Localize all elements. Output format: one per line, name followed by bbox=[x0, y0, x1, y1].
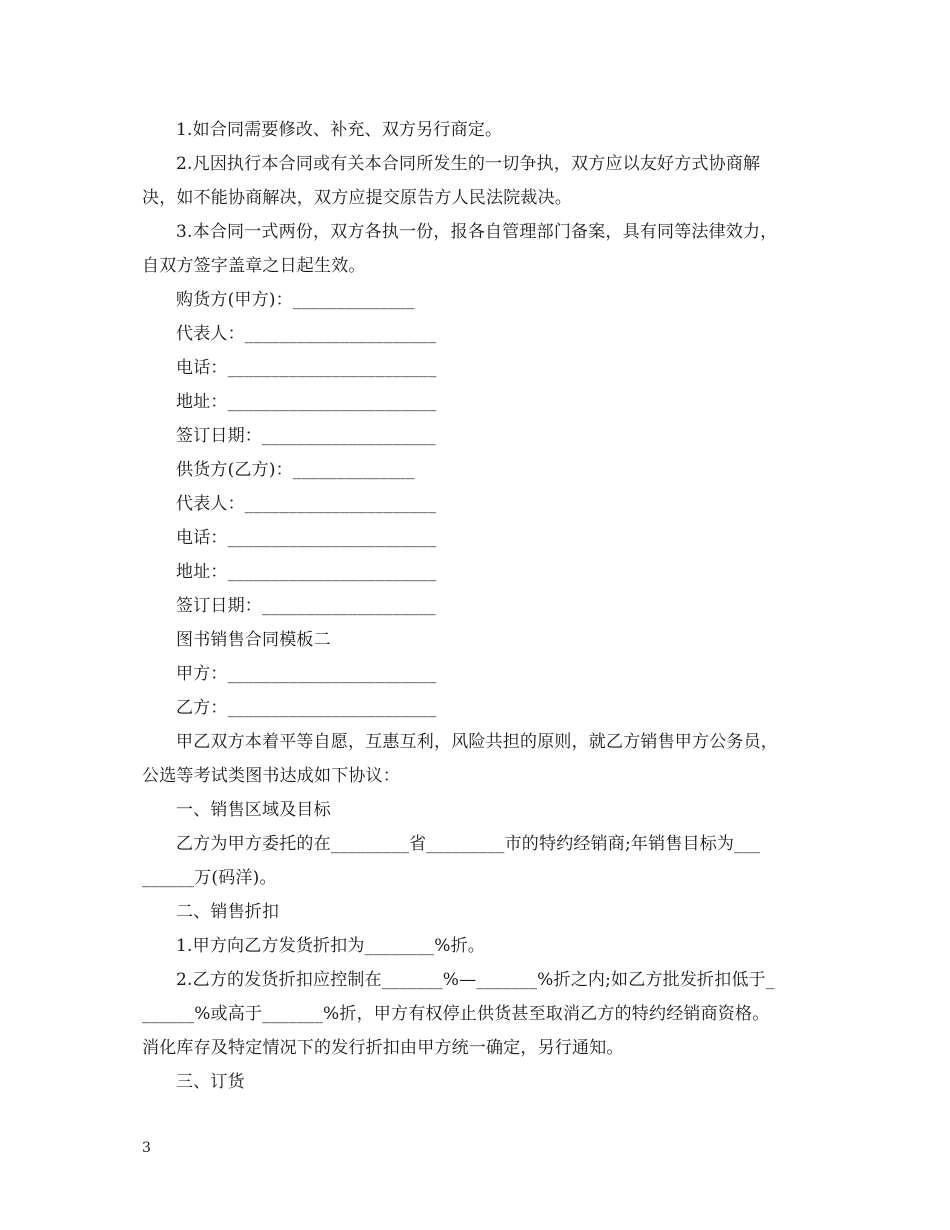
text-line: ______万(码洋)。 bbox=[142, 868, 277, 888]
text-line: 1.甲方向乙方发货折扣为________%折。 bbox=[176, 936, 485, 956]
section-heading: 图书销售合同模板二 bbox=[176, 630, 331, 650]
section-heading: 二、销售折扣 bbox=[176, 902, 280, 922]
text-line: 乙方为甲方委托的在_________省_________市的特约经销商;年销售目标为___ bbox=[176, 834, 761, 854]
signature-field: 甲方：________________________ bbox=[176, 664, 437, 684]
text-line: 甲乙双方本着平等自愿，互惠互利，风险共担的原则，就乙方销售甲方公务员， bbox=[176, 732, 778, 752]
page-number: 3 bbox=[142, 1140, 151, 1156]
text-line: 2.凡因执行本合同或有关本合同所发生的一切争执，双方应以友好方式协商解 bbox=[176, 154, 761, 174]
text-line: 公选等考试类图书达成如下协议： bbox=[142, 766, 400, 786]
signature-field: 地址：________________________ bbox=[176, 392, 437, 412]
section-heading: 一、销售区域及目标 bbox=[176, 800, 331, 820]
text-line: 决，如不能协商解决，双方应提交原告方人民法院裁决。 bbox=[142, 188, 572, 208]
text-line: 2.乙方的发货折扣应控制在_______%—_______%折之内;如乙方批发折扣低于_ bbox=[176, 970, 775, 990]
signature-field: 乙方：________________________ bbox=[176, 698, 437, 718]
signature-field: 代表人：______________________ bbox=[176, 494, 437, 514]
signature-field: 供货方(乙方)：______________ bbox=[176, 460, 415, 480]
signature-field: 签订日期：____________________ bbox=[176, 596, 436, 616]
signature-field: 电话：________________________ bbox=[176, 528, 437, 548]
signature-field: 地址：________________________ bbox=[176, 562, 437, 582]
text-line: 消化库存及特定情况下的发行折扣由甲方统一确定，另行通知。 bbox=[142, 1038, 624, 1058]
text-line: 1.如合同需要修改、补充、双方另行商定。 bbox=[176, 120, 503, 140]
signature-field: 代表人：______________________ bbox=[176, 324, 437, 344]
signature-field: 购货方(甲方)：______________ bbox=[176, 290, 415, 310]
text-line: ______%或高于_______%折，甲方有权停止供货甚至取消乙方的特约经销商资格。 bbox=[142, 1004, 770, 1024]
signature-field: 电话：________________________ bbox=[176, 358, 437, 378]
section-heading: 三、订货 bbox=[176, 1072, 245, 1092]
text-line: 自双方签字盖章之日起生效。 bbox=[142, 256, 366, 276]
signature-field: 签订日期：____________________ bbox=[176, 426, 436, 446]
text-line: 3.本合同一式两份，双方各执一份，报各自管理部门备案，具有同等法律效力， bbox=[176, 222, 778, 242]
